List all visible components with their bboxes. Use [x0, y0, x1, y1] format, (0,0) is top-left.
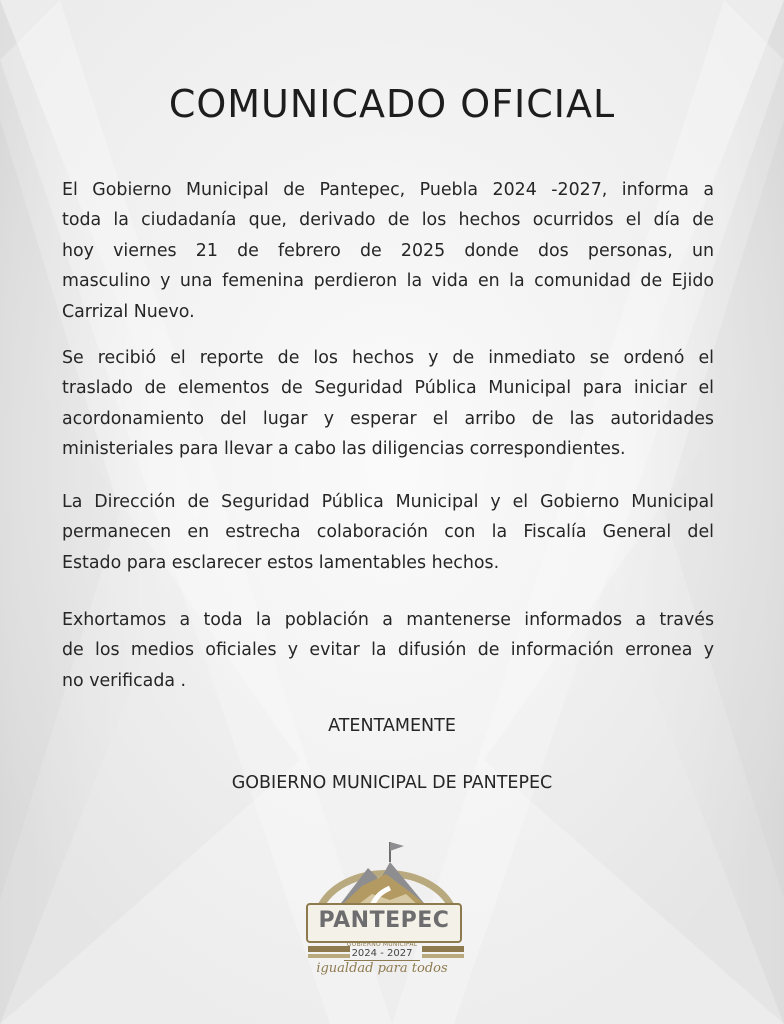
paragraph-line: acordonamiento del lugar y esperar el arribo de las autoridades [62, 408, 714, 429]
logo-subtitle: GOBIERNO MUNICIPAL [346, 941, 418, 948]
paragraph-line: ministeriales para llevar a cabo las diligencias correspondientes. [62, 439, 626, 460]
paragraph-line: Carrizal Nuevo. [62, 301, 195, 322]
paragraph-line: permanecen en estrecha colaboración con la Fiscalía General del [62, 522, 714, 543]
logo-name: PANTEPEC [306, 903, 462, 943]
paragraph-line: El Gobierno Municipal de Pantepec, Puebla 2024 -2027, informa a [62, 180, 714, 200]
paragraph-line: Exhortamos a toda la población a mantenerse informados a través [62, 610, 714, 630]
paragraph-line: no verificada . [62, 670, 187, 691]
signature: GOBIERNO MUNICIPAL DE PANTEPEC [231, 773, 553, 793]
paragraph-1 [62, 175, 714, 327]
paragraph-line: La Dirección de Seguridad Pública Municipal y el Gobierno Municipal [62, 492, 714, 512]
closing-salutation: ATENTAMENTE [328, 716, 456, 736]
paragraph-4 [62, 605, 714, 696]
paragraph-line: traslado de elementos de Seguridad Pública Municipal para iniciar el [62, 378, 714, 399]
paragraph-line: de los medios oficiales y evitar la difusión de información erronea y [62, 640, 714, 661]
paragraph-line: masculino y una femenina perdieron la vida en la comunidad de Ejido [62, 271, 714, 292]
paragraph-line: toda la ciudadanía que, derivado de los hechos ocurridos el día de [62, 210, 714, 231]
paragraph-2 [62, 343, 714, 465]
paragraph-line: Estado para esclarecer estos lamentables hechos. [62, 552, 500, 573]
logo-slogan: igualdad para todos [316, 961, 448, 976]
document-title: COMUNICADO OFICIAL [168, 82, 616, 126]
logo-years: 2024 - 2027 [344, 948, 420, 961]
paragraph-line: Se recibió el reporte de los hechos y de inmediato se ordenó el [62, 348, 714, 368]
paragraph-line: hoy viernes 21 de febrero de 2025 donde dos personas, un [62, 240, 714, 261]
paragraph-3 [62, 487, 714, 578]
